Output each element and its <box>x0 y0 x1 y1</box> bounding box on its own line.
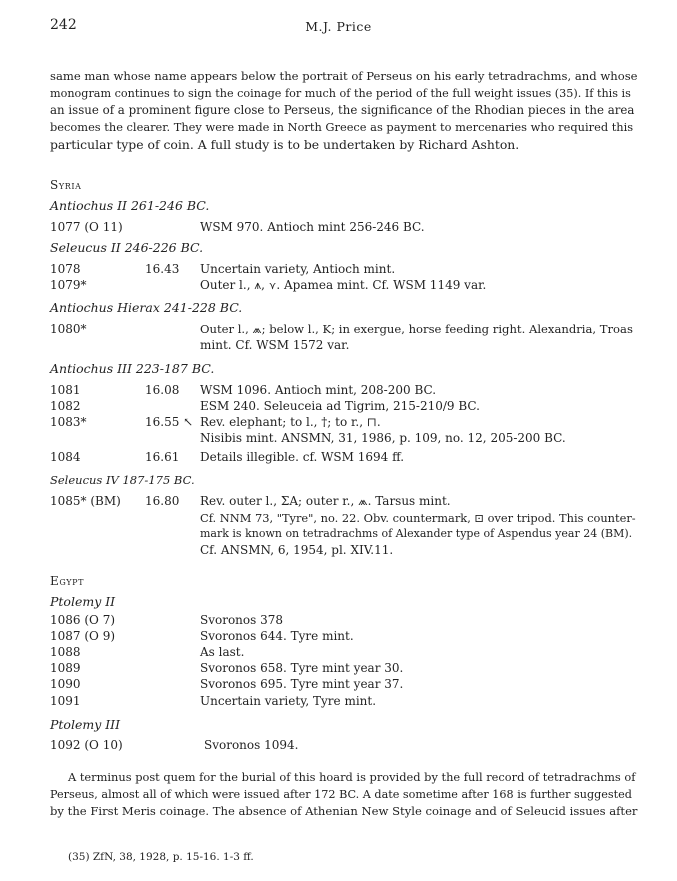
coin-weight: 16.80 <box>145 494 180 508</box>
ruler-heading: Ptolemy II <box>50 594 116 609</box>
catalogue-description: Svoronos 658. Tyre mint year 30. <box>200 661 404 675</box>
ruler-heading: Ptolemy III <box>50 717 121 732</box>
intro-line: monogram continues to sign the coinage for much of the period of the full weight issues (35). If this is <box>50 87 631 100</box>
catalogue-number: 1088 <box>50 645 81 659</box>
catalogue-description: As last. <box>200 645 245 659</box>
footnote: (35) ZfN, 38, 1928, p. 15-16. 1-3 ff. <box>68 851 254 863</box>
catalogue-description: Svoronos 644. Tyre mint. <box>200 629 354 643</box>
catalogue-description: mark is known on tetradrachms of Alexander type of Aspendus year 24 (BM). <box>200 527 633 540</box>
catalogue-number: 1090 <box>50 677 81 691</box>
ruler-heading: Seleucus IV 187-175 BC. <box>50 473 195 487</box>
catalogue-description: Cf. NNM 73, "Tyre", no. 22. Obv. countermark, ⊡ over tripod. This counter- <box>200 511 636 525</box>
catalogue-description: Outer l., ⩚, ⋎. Apamea mint. Cf. WSM 1149 var. <box>200 278 487 292</box>
coin-weight: 16.61 <box>145 450 180 464</box>
catalogue-description: Rev. elephant; to l., †; to r., ⊓. <box>200 415 381 429</box>
running-head: M.J. Price <box>305 19 372 34</box>
catalogue-number: 1091 <box>50 694 81 708</box>
catalogue-number: 1092 (O 10) <box>50 738 123 752</box>
section-heading-syria: Syria <box>50 178 82 192</box>
ruler-heading: Antiochus II 261-246 BC. <box>50 198 210 213</box>
catalogue-description: Cf. ANSMN, 6, 1954, pl. XIV.11. <box>200 543 394 557</box>
ruler-heading: Antiochus Hierax 241-228 BC. <box>50 300 243 315</box>
catalogue-number: 1081 <box>50 383 81 397</box>
closing-line: A terminus post quem for the burial of this hoard is provided by the full record of tetradrachms of <box>68 770 636 784</box>
intro-line: same man whose name appears below the portrait of Perseus on his early tetradrachms, and whose <box>50 69 638 83</box>
intro-line: particular type of coin. A full study is to be undertaken by Richard Ashton. <box>50 137 520 152</box>
catalogue-description: Uncertain variety, Tyre mint. <box>200 694 377 708</box>
section-heading-egypt: Egypt <box>50 574 85 588</box>
catalogue-number: 1089 <box>50 661 81 675</box>
catalogue-description: Outer l., ⩕; below l., K; in exergue, horse feeding right. Alexandria, Troas <box>200 322 633 336</box>
catalogue-description: ESM 240. Seleuceia ad Tigrim, 215-210/9 BC. <box>200 399 480 413</box>
coin-weight: 16.43 <box>145 262 180 276</box>
intro-line: becomes the clearer. They were made in North Greece as payment to mercenaries who required this <box>50 120 634 134</box>
closing-line: Perseus, almost all of which were issued after 172 BC. A date sometime after 168 is further suggested <box>50 788 632 801</box>
catalogue-number: 1077 (O 11) <box>50 220 123 234</box>
catalogue-number: 1080* <box>50 322 87 336</box>
ruler-heading: Seleucus II 246-226 BC. <box>50 240 204 255</box>
catalogue-number: 1087 (O 9) <box>50 629 116 643</box>
coin-weight: 16.08 <box>145 383 180 397</box>
ruler-heading: Antiochus III 223-187 BC. <box>50 361 215 376</box>
catalogue-number: 1086 (O 7) <box>50 613 116 627</box>
catalogue-number: 1084 <box>50 450 81 464</box>
closing-line: by the First Meris coinage. The absence of Athenian New Style coinage and of Seleucid issues after <box>50 804 638 818</box>
catalogue-description: Svoronos 378 <box>200 613 284 627</box>
catalogue-description: WSM 1096. Antioch mint, 208-200 BC. <box>200 383 437 397</box>
catalogue-description: mint. Cf. WSM 1572 var. <box>200 338 350 352</box>
catalogue-number: 1078 <box>50 262 81 276</box>
catalogue-number: 1085* (BM) <box>50 494 121 508</box>
catalogue-number: 1083* <box>50 415 87 429</box>
catalogue-number: 1079* <box>50 278 87 292</box>
catalogue-description: Rev. outer l., ΣA; outer r., ⩕. Tarsus mint. <box>200 494 451 508</box>
catalogue-description: Svoronos 1094. <box>204 738 299 752</box>
catalogue-description: Nisibis mint. ANSMN, 31, 1986, p. 109, no. 12, 205-200 BC. <box>200 431 566 445</box>
catalogue-number: 1082 <box>50 399 81 413</box>
catalogue-description: Uncertain variety, Antioch mint. <box>200 262 396 276</box>
intro-line: an issue of a prominent figure close to Perseus, the significance of the Rhodian pieces in the area <box>50 103 635 117</box>
page-number: 242 <box>50 17 77 33</box>
catalogue-description: Svoronos 695. Tyre mint year 37. <box>200 677 404 691</box>
coin-weight: 16.55 ↖ <box>145 415 194 429</box>
catalogue-description: Details illegible. cf. WSM 1694 ff. <box>200 450 405 464</box>
catalogue-description: WSM 970. Antioch mint 256-246 BC. <box>200 220 425 234</box>
